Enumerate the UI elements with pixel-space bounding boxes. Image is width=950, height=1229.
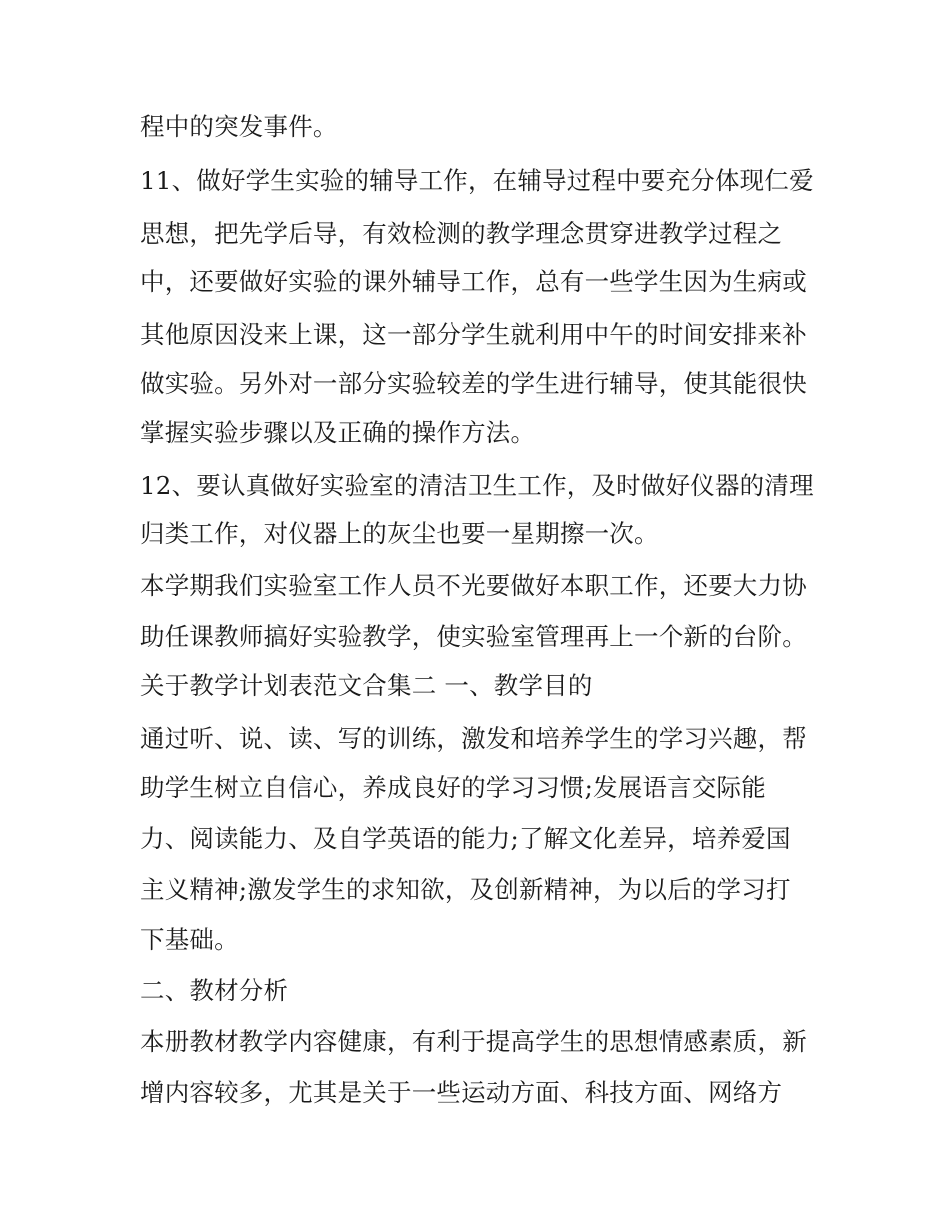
text-line: 11、做好学生实验的辅导工作，在辅导过程中要充分体现仁爱 bbox=[140, 166, 814, 195]
text-line: 思想，把先学后导，有效检测的教学理念贯穿进教学过程之 bbox=[140, 219, 783, 248]
text-line: 做实验。另外对一部分实验较差的学生进行辅导，使其能很快 bbox=[140, 369, 807, 398]
text-line: 下基础。 bbox=[140, 925, 239, 954]
text-line: 力、阅读能力、及自学英语的能力;了解文化差异，培养爱国 bbox=[140, 824, 791, 853]
text-line: 掌握实验步骤以及正确的操作方法。 bbox=[140, 418, 536, 447]
text-line: 助学生树立自信心，养成良好的学习习惯;发展语言交际能 bbox=[140, 773, 766, 802]
section-heading: 二、教材分析 bbox=[140, 976, 289, 1005]
text-line: 主义精神;激发学生的求知欲，及创新精神，为以后的学习打 bbox=[140, 875, 791, 904]
text-line: 本学期我们实验室工作人员不光要做好本职工作，还要大力协 bbox=[140, 571, 807, 600]
text-line: 增内容较多，尤其是关于一些运动方面、科技方面、网络方 bbox=[140, 1078, 783, 1107]
text-line: 12、要认真做好实验室的清洁卫生工作，及时做好仪器的清理 bbox=[140, 471, 814, 500]
text-line: 助任课教师搞好实验教学，使实验室管理再上一个新的台阶。 bbox=[140, 622, 807, 651]
text-line: 归类工作，对仪器上的灰尘也要一星期擦一次。 bbox=[140, 519, 659, 548]
section-heading: 关于教学计划表范文合集二 一、教学目的 bbox=[140, 671, 593, 700]
text-line: 程中的突发事件。 bbox=[140, 112, 338, 141]
text-line: 本册教材教学内容健康，有利于提高学生的思想情感素质，新 bbox=[140, 1027, 807, 1056]
text-line: 通过听、说、读、写的训练，激发和培养学生的学习兴趣，帮 bbox=[140, 724, 807, 753]
text-line: 其他原因没来上课，这一部分学生就利用中午的时间安排来补 bbox=[140, 320, 807, 349]
text-line: 中，还要做好实验的课外辅导工作，总有一些学生因为生病或 bbox=[140, 267, 807, 296]
